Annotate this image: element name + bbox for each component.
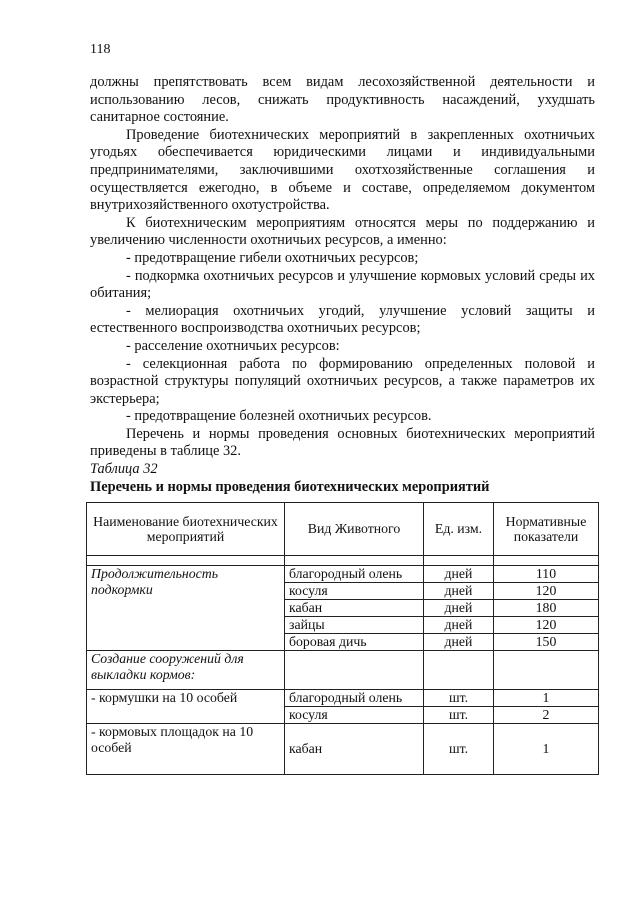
unit-cell: шт. [424, 690, 494, 707]
table-label: Таблица 32 [90, 461, 158, 478]
paragraph-measures-intro: К биотехническим мероприятиям относятся меры по поддержанию и увеличению численности охотничьих ресурсов, а именно: [90, 214, 595, 249]
unit-cell: дней [424, 583, 494, 600]
list-item-melioration: - мелиорация охотничьих угодий, улучшение условий защиты и естественного воспроизводства охотничьих ресурсов; [90, 302, 595, 337]
paragraph-continuation: должны препятствовать всем видам лесохозяйственной деятельности и использованию лесов, снижать продуктивность насаждений, ухудшать санитарное состояние. [90, 74, 595, 126]
animal-cell: косуля [285, 583, 424, 600]
spacer-cell [285, 556, 424, 566]
header-animal-type: Вид Животного [285, 503, 424, 556]
unit-cell: шт. [424, 724, 494, 775]
animal-cell: косуля [285, 707, 424, 724]
empty-cell [494, 651, 599, 690]
body-text [90, 74, 595, 496]
list-item-resettlement: - расселение охотничьих ресурсов: [126, 337, 340, 354]
header-norm: Нормативные показатели [494, 503, 599, 556]
animal-cell: боровая дичь [285, 634, 424, 651]
measure-feeders: - кормушки на 10 особей [87, 690, 285, 724]
value-cell: 110 [494, 566, 599, 583]
norms-table [86, 502, 599, 775]
header-unit: Ед. изм. [424, 503, 494, 556]
list-item-disease-prevention: - предотвращение болезней охотничьих ресурсов. [126, 408, 432, 425]
value-cell: 2 [494, 707, 599, 724]
table-row [87, 724, 599, 775]
spacer-cell [87, 556, 285, 566]
animal-cell: благородный олень [285, 690, 424, 707]
value-cell: 120 [494, 583, 599, 600]
header-measure-name: Наименование биотехнических мероприятий [87, 503, 285, 556]
animal-cell: благородный олень [285, 566, 424, 583]
empty-cell [424, 651, 494, 690]
animal-cell: кабан [285, 600, 424, 617]
spacer-cell [424, 556, 494, 566]
animal-cell: кабан [285, 724, 424, 775]
unit-cell: дней [424, 600, 494, 617]
table-row [87, 651, 599, 690]
unit-cell: шт. [424, 707, 494, 724]
value-cell: 180 [494, 600, 599, 617]
unit-cell: дней [424, 566, 494, 583]
page-number: 118 [90, 42, 111, 57]
measure-feeding-structures: Создание сооружений для выкладки кормов: [87, 651, 285, 690]
table-title: Перечень и нормы проведения биотехнических мероприятий [90, 478, 490, 495]
spacer-cell [494, 556, 599, 566]
value-cell: 120 [494, 617, 599, 634]
measure-feeding-duration: Продолжительность подкормки [87, 566, 285, 651]
table-row [87, 566, 599, 583]
paragraph-biotech-conduct: Проведение биотехнических мероприятий в закрепленных охотничьих угодьях обеспечивается юридическими лицами и индивидуальными предпринимателями, заключившими охотхозяйственные соглашения и осуществляется ежегодно, в объеме и составе, определяемом документом внутрихозяйственного охотустройства. [90, 126, 595, 214]
table-spacer-row [87, 556, 599, 566]
measure-feeding-platforms: - кормовых площадок на 10 особей [87, 724, 285, 775]
value-cell: 1 [494, 724, 599, 775]
animal-cell: зайцы [285, 617, 424, 634]
list-item-feeding: - подкормка охотничьих ресурсов и улучшение кормовых условий среды их обитания; [90, 267, 595, 302]
table-row [87, 690, 599, 707]
table-header-row [87, 503, 599, 556]
empty-cell [285, 651, 424, 690]
unit-cell: дней [424, 617, 494, 634]
list-item-selection: - селекционная работа по формированию определенных половой и возрастной структуры популяций охотничьих ресурсов, а также параметров их экстерьера; [90, 355, 595, 407]
list-item-prevent-death: - предотвращение гибели охотничьих ресурсов; [126, 249, 419, 266]
paragraph-table-reference: Перечень и нормы проведения основных биотехнических мероприятий приведены в таблице 32. [90, 425, 595, 460]
unit-cell: дней [424, 634, 494, 651]
value-cell: 150 [494, 634, 599, 651]
value-cell: 1 [494, 690, 599, 707]
